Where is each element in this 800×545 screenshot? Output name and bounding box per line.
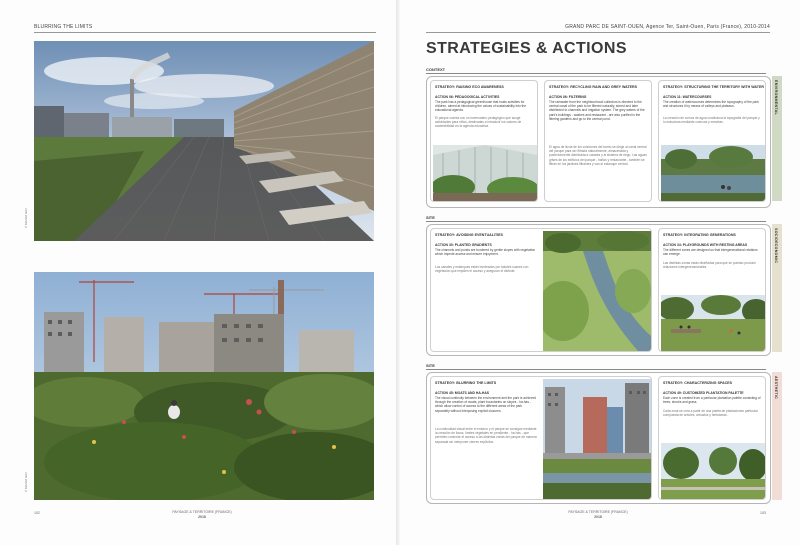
card-strategy-title: STRATEGY: BLURRING THE LIMITS [435, 381, 497, 385]
card-body-text: The park has a pedagogical greenhouse that hosts activities for children, aimed at introducing the values of sustainability into the educational agenda. [435, 100, 527, 113]
playground-photo [661, 295, 765, 351]
left-running-head: BLURRING THE LIMITS [34, 24, 93, 30]
card-body-text-spanish: Las distintas zonas están diseñadas para que se puedan producir relaciones intergeneracionales. [663, 261, 756, 270]
card-strategy-title: STRATEGY: RAISING ECO AWARENESS [435, 85, 504, 89]
tab-environmental-label: ENVIRONMENTAL [774, 80, 778, 115]
tab-socioeconomic-label: SOCIOECONOMIC [774, 228, 778, 264]
card-body-text-spanish: La continuidad visual entre el entorno y el parque se consigue mediante la creación de fosos, límites vegetales en pendiente - ha-has - que permiten controlar el acceso a las distintas zonas del parque de manera separada sin interponer cierres explícitos. [435, 427, 537, 444]
planted-gradients-photo [543, 231, 651, 351]
card-strategy-title: STRATEGY: STRUCTURING THE TERRITORY WITH WATER [663, 85, 764, 89]
card-integrating-generations [658, 228, 766, 352]
watercourse-photo [661, 145, 765, 201]
card-raising-eco-awareness [430, 80, 538, 202]
left-head-rule [34, 32, 376, 33]
tab-environmental [772, 76, 782, 201]
card-body-text: The different zones are designed so that intergenerational relations can emerge. [663, 248, 758, 257]
page-heading: STRATEGIES & ACTIONS [426, 40, 627, 57]
boardwalk-photo-credit: © MAXIM LEO [24, 208, 28, 228]
left-footer-line1: PAYSAGE & TERRITOIRE (FRANCE) [172, 510, 232, 514]
card-action-title: ACTION 45: MOATS AND HA-HAS [435, 391, 490, 395]
card-strategy-title: STRATEGY: CHARACTERIZING SPACES [663, 381, 733, 385]
card-action-title: ACTION 30: PLANTED GRADIENTS [435, 243, 492, 247]
card-strategy-title: STRATEGY: AVOIDING EVENTUALITIES [435, 233, 503, 237]
card-body-text: The visual continuity between the environment and the park is achieved through the creation of moats, plant boundaries on slopes - ha-has - which allow control of access to the different areas of the park separately without interposing explicit closures. [435, 396, 536, 413]
tab-socioeconomic [772, 224, 782, 352]
right-head-rule [426, 32, 770, 33]
card-characterizing-spaces [658, 376, 766, 500]
moats-ha-has-photo [543, 379, 651, 499]
card-body-text: The channels and ponds are bordered by gentle slopes with vegetation which impede access and ensure enjoyment. [435, 248, 536, 257]
plantation-palette-photo [661, 443, 765, 499]
left-page-number: 102 [34, 511, 40, 515]
card-avoiding-eventualities [430, 228, 652, 352]
card-action-title: ACTION 34: PLAYGROUNDS WITH RESTING AREAS [663, 243, 748, 247]
card-body-text-spanish: La creación de cursos de agua condiciona la topografía del parque y lo estructura mediante cuencas y mesetas. [663, 116, 760, 125]
section-rule-site [426, 221, 766, 222]
right-footer-line1: PAYSAGE & TERRITOIRE (FRANCE) [568, 510, 628, 514]
card-body-text-spanish: Los canales y estanques están bordeados por taludes suaves con vegetación que impiden el acceso y aseguran el disfrute. [435, 265, 529, 274]
section-rule-site-aesthetic [426, 369, 766, 370]
section-label-context: CONTEXT [426, 67, 446, 72]
greenhouse-photo [433, 145, 537, 201]
card-blurring-the-limits [430, 376, 652, 500]
card-action-title: ACTION 06: FILTERING [549, 95, 587, 99]
card-body-text: Each zone is created from a particular plantation palette consisting of trees, shrubs and grass. [663, 396, 761, 405]
card-action-title: ACTION 11: WATERCOURSES [663, 95, 712, 99]
section-label-site: SITE [426, 215, 435, 220]
card-action-title: ACTION 49: CUSTOMIZED PLANTATION PALETTE [663, 391, 744, 395]
card-body-text-spanish: Cada zona se crea a partir de una paleta de plantaciones particular compuesta de árboles, arbustos y herbáceas. [663, 409, 758, 418]
card-strategy-title: STRATEGY: INTEGRATING GENERATIONS [663, 233, 736, 237]
card-body-text: The creation of watercourses determines the topography of the park and structures it by means of valleys and plateaus. [663, 100, 759, 109]
card-structuring-territory-water [658, 80, 766, 202]
card-strategy-title: STRATEGY: RECYCLING RAIN AND GREY WATERS [549, 85, 638, 89]
tab-aesthetic [772, 372, 782, 500]
card-recycling-rain-grey-waters [544, 80, 652, 202]
card-body-text: The rainwater from the neighbourhood collectors is directed to the central canal of the park to be filtered naturally, stored and later distributed to channels and irrigation system. The grey waters of the park's buildings - washes and restaurant - are also purified in the filtering gardens and go to the central pond. [549, 100, 645, 121]
tab-aesthetic-label: AESTHETIC [774, 376, 778, 400]
card-body-text-spanish: El parque cuenta con un invernadero pedagógico que acoge actividades para niños, destinadas a introducir los valores de sostenibilidad en la agenda educativa. [435, 116, 522, 129]
card-action-title: ACTION 06: PEDAGOGICAL ACTIVITIES [435, 95, 500, 99]
card-body-text-spanish: El agua de lluvia de los colectores del barrio se dirige al canal central del parque para ser filtrada naturalmente, almacenada y posteriormente distribuida a canales y al sistema de riego. Las aguas grises de los edificios del parque - baños y restaurante - también se filtran en los jardines filtrantes y van al estanque central. [549, 145, 647, 166]
garden-photo [34, 272, 374, 500]
right-page-number: 103 [760, 511, 766, 515]
left-footer-line2: 2018 [198, 515, 206, 519]
right-running-head: GRAND PARC DE SAINT-OUEN, Agence Ter, Saint-Ouen, Paris (France), 2010-2014 [565, 24, 770, 30]
section-rule-context [426, 73, 766, 74]
garden-photo-credit: © MAXIM LEO [24, 472, 28, 492]
section-label-site-aesthetic: SITE [426, 363, 435, 368]
right-footer-line2: 2018 [594, 515, 602, 519]
boardwalk-photo [34, 41, 374, 241]
